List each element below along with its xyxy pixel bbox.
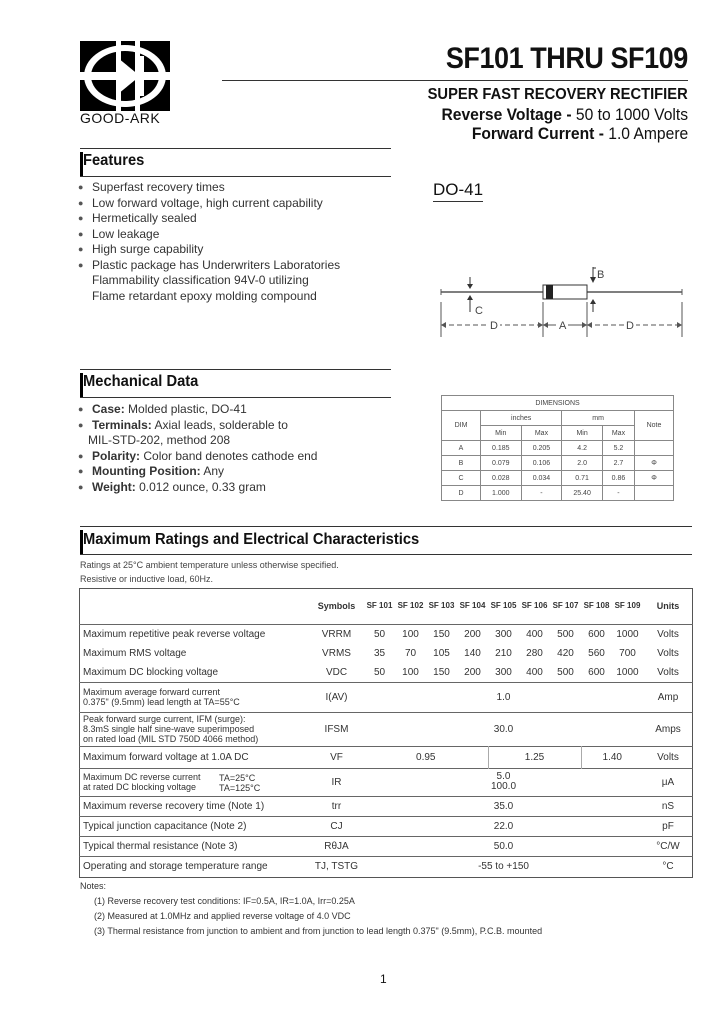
table-row: B 0.079 0.106 2.0 2.7 Φ (442, 456, 674, 471)
table-row: Maximum DC reverse current at rated DC blocking voltage TA=25°C TA=125°C IR 5.0 100.0 μA (79, 768, 693, 796)
table-row: Maximum average forward current 0.375" (9.5mm) lead length at TA=55°C I(AV) 1.0 Amp (79, 682, 693, 712)
mechanical-top-rule (80, 369, 391, 370)
dim-label-d2: D (626, 320, 634, 332)
dim-label-b: B (597, 269, 605, 281)
ratings-table (79, 588, 693, 876)
package-drawing (438, 262, 688, 344)
dim-col-header: DIM (442, 411, 481, 441)
ratings-header (80, 530, 692, 554)
ratings-top-rule (80, 526, 692, 527)
note-header: Note (635, 411, 674, 441)
max-header: Max (521, 426, 562, 441)
mechanical-item: ● Case: Molded plastic, DO-41 (78, 402, 317, 418)
table-row: Typical thermal resistance (Note 3) RθJA 50.0 °C/W (79, 836, 693, 856)
features-top-rule (80, 148, 391, 149)
mm-header: mm (562, 411, 635, 426)
product-description: SUPER FAST RECOVERY RECTIFIER (427, 86, 688, 103)
table-header-row: Symbols SF 101 SF 102 SF 103 SF 104 SF 105 SF 106 SF 107 SF 108 SF 109 Units (317, 600, 680, 611)
features-heading: Features (83, 152, 145, 169)
mechanical-header (80, 373, 391, 397)
forward-current-spec: Forward Current - 1.0 Ampere (471, 124, 688, 143)
mechanical-item: ● Mounting Position: Any (78, 464, 317, 480)
table-row: C 0.028 0.034 0.71 0.86 Φ (442, 471, 674, 486)
logo-text: GOOD-ARK (80, 110, 161, 126)
feature-item: ● Superfast recovery times (78, 180, 340, 196)
dim-label-d1: D (490, 320, 498, 332)
dimensions-table (441, 395, 674, 501)
mechanical-heading: Mechanical Data (83, 373, 199, 390)
notes-section (80, 879, 542, 939)
features-bottom-rule (80, 176, 391, 177)
table-row: A 0.185 0.205 4.2 5.2 (442, 441, 674, 456)
feature-item: ● Hermetically sealed (78, 211, 340, 227)
mechanical-item: ● Weight: 0.012 ounce, 0.33 gram (78, 480, 317, 496)
table-row: D 1.000 - 25.40 - (442, 486, 674, 501)
feature-item: ● Plastic package has Underwriters Laboratories (78, 258, 340, 274)
company-logo (80, 41, 170, 111)
feature-item: ● High surge capability (78, 242, 340, 258)
feature-item: ● Low forward voltage, high current capability (78, 196, 340, 212)
page-number: 1 (380, 972, 387, 986)
title-divider (222, 80, 688, 81)
table-row: Maximum repetitive peak reverse voltage VRRM 50 100 150 200 300 400 500 600 1000 Volts (79, 624, 693, 644)
note-item: (1) Reverse recovery test conditions: IF=0.5A, IR=1.0A, Irr=0.25A (94, 896, 355, 906)
table-row: Maximum RMS voltage VRMS 35 70 105 140 210 280 420 560 700 Volts (83, 647, 679, 659)
feature-item: Flammability classification 94V-0 utilizing (92, 273, 309, 287)
table-row: Operating and storage temperature range TJ, TSTG -55 to +150 °C (79, 856, 693, 876)
feature-item: ● Low leakage (78, 227, 340, 243)
mechanical-item: ● Polarity: Color band denotes cathode end (78, 449, 317, 465)
ratings-bottom-rule (80, 554, 692, 555)
page-title: SF101 THRU SF109 (446, 42, 688, 75)
table-row: Typical junction capacitance (Note 2) CJ 22.0 pF (79, 816, 693, 836)
mechanical-list (78, 402, 317, 495)
package-name: DO-41 (433, 180, 483, 202)
features-list (78, 180, 340, 304)
reverse-voltage-spec: Reverse Voltage - 50 to 1000 Volts (441, 105, 688, 124)
min-header: Min (562, 426, 603, 441)
feature-item: Flame retardant epoxy molding compound (92, 288, 317, 303)
mechanical-item: ● Terminals: Axial leads, solderable to (78, 418, 317, 434)
table-row: Maximum DC blocking voltage VDC 50 100 150 200 300 400 500 600 1000 Volts (83, 666, 679, 678)
note-item: (3) Thermal resistance from junction to ambient and from junction to lead length 0.375" (9.5mm), P.C.B. mounted (94, 926, 543, 936)
ratings-heading: Maximum Ratings and Electrical Characteristics (83, 531, 420, 548)
table-row: Maximum reverse recovery time (Note 1) trr 35.0 nS (79, 796, 693, 816)
inches-header: inches (481, 411, 562, 426)
min-header: Min (481, 426, 522, 441)
mechanical-item: MIL-STD-202, method 208 (88, 433, 231, 447)
max-header: Max (602, 426, 634, 441)
dim-label-c: C (475, 305, 483, 317)
note-item: (2) Measured at 1.0MHz and applied reverse voltage of 4.0 VDC (94, 911, 351, 921)
dimensions-title: DIMENSIONS (442, 396, 674, 411)
ratings-conditions: Ratings at 25°C ambient temperature unless otherwise specified. Resistive or inductive load, 60Hz. (80, 560, 339, 584)
table-row: Maximum forward voltage at 1.0A DC VF 0.95 1.25 1.40 Volts (79, 746, 693, 768)
mechanical-bottom-rule (80, 397, 391, 398)
table-row: Peak forward surge current, IFM (surge): 8.3mS single half sine-wave superimposed on rated load (MIL STD 750D 4066 method) IFSM 30.0 Amps (79, 712, 693, 746)
features-header (80, 152, 391, 176)
notes-heading: Notes: (80, 881, 107, 891)
dim-label-a: A (559, 320, 567, 332)
